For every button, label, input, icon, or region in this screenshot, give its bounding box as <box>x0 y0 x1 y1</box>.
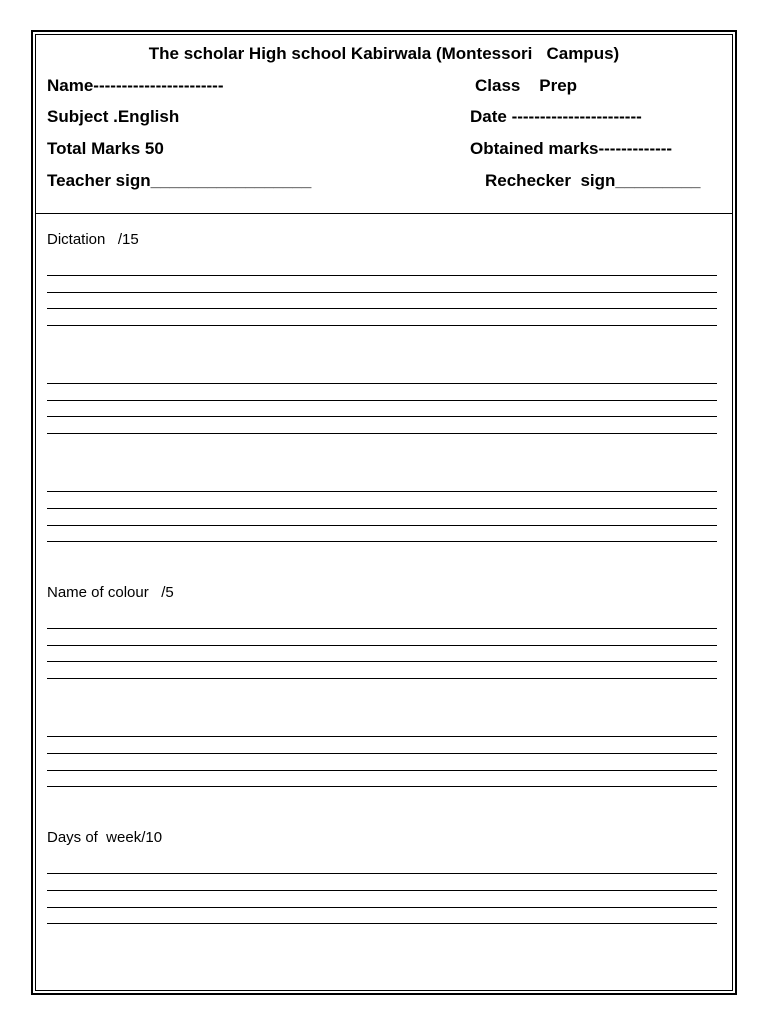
writing-line <box>47 678 717 679</box>
subject-label: Subject .English <box>47 107 180 126</box>
writing-line <box>47 923 717 924</box>
writing-line <box>47 786 717 787</box>
rechecker-sign-field: Rechecker sign_________ <box>485 171 701 190</box>
writing-line <box>47 736 717 737</box>
writing-line <box>47 491 717 492</box>
section-title-colours: Name of colour /5 <box>47 584 174 601</box>
writing-line <box>47 645 717 646</box>
writing-line <box>47 308 717 309</box>
writing-line <box>47 292 717 293</box>
name-field: Name----------------------- <box>47 76 224 95</box>
writing-line <box>47 753 717 754</box>
writing-line <box>47 873 717 874</box>
writing-line <box>47 433 717 434</box>
total-marks: Total Marks 50 <box>47 139 164 158</box>
writing-line <box>47 890 717 891</box>
writing-line <box>47 325 717 326</box>
writing-line <box>47 416 717 417</box>
section-title-days: Days of week/10 <box>47 829 163 846</box>
class-label: Class Prep <box>475 76 578 95</box>
writing-line <box>47 508 717 509</box>
obtained-marks-field: Obtained marks------------- <box>470 139 673 158</box>
writing-line <box>47 628 717 629</box>
date-field: Date ----------------------- <box>470 107 642 126</box>
writing-line <box>47 907 717 908</box>
school-title: The scholar High school Kabirwala (Montessori Campus) <box>148 44 620 63</box>
header-divider <box>35 213 733 214</box>
teacher-sign-field: Teacher sign_________________ <box>47 171 312 190</box>
writing-line <box>47 525 717 526</box>
section-title-dictation: Dictation /15 <box>47 231 139 248</box>
writing-line <box>47 770 717 771</box>
writing-line <box>47 661 717 662</box>
writing-line <box>47 541 717 542</box>
writing-line <box>47 383 717 384</box>
writing-line <box>47 275 717 276</box>
writing-line <box>47 400 717 401</box>
